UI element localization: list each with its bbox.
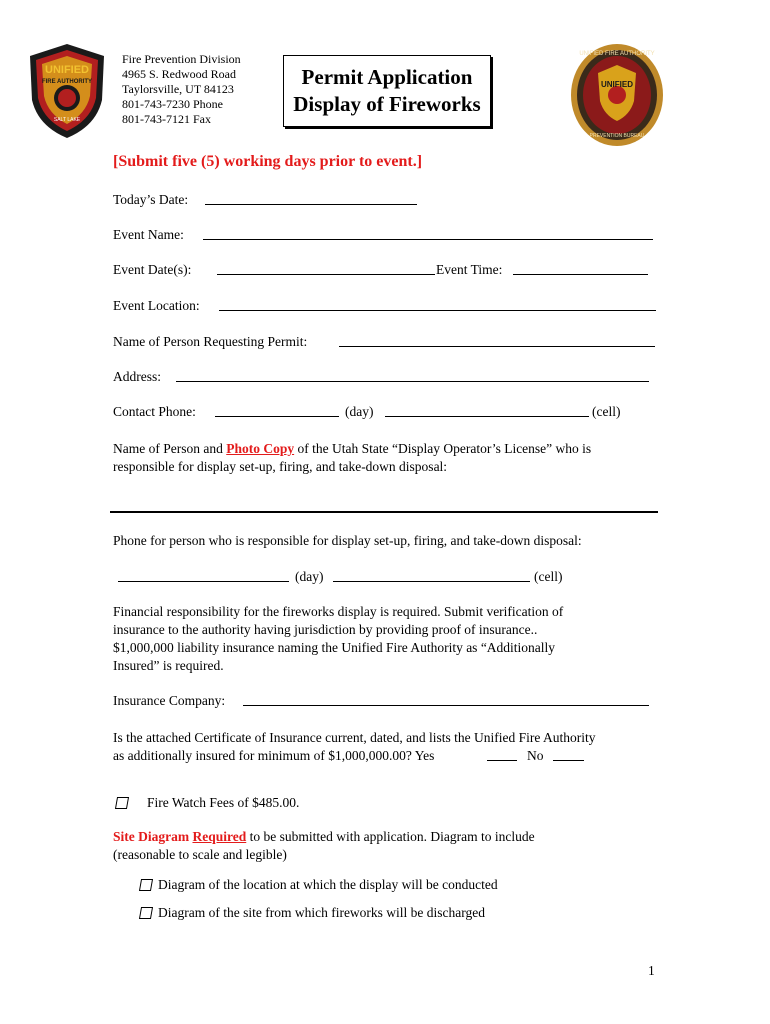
responsible-phone-day-label: (day) bbox=[295, 569, 324, 584]
event-dates-label: Event Date(s): bbox=[113, 262, 192, 277]
operator-license-line-1 bbox=[113, 440, 591, 458]
address-field[interactable] bbox=[176, 381, 649, 382]
site-diagram-suffix: to be submitted with application. Diagram to include bbox=[246, 829, 535, 844]
address-block bbox=[122, 52, 241, 127]
event-dates-field[interactable] bbox=[217, 274, 435, 275]
svg-text:UNIFIED: UNIFIED bbox=[45, 64, 89, 76]
unified-fire-authority-logo-left bbox=[26, 42, 108, 140]
responsible-phone-day-field[interactable] bbox=[118, 581, 289, 582]
fax-number: 801-743-7121 Fax bbox=[122, 112, 211, 126]
todays-date-label: Today’s Date: bbox=[113, 192, 189, 207]
operator-prefix: Name of Person and bbox=[113, 441, 227, 456]
svg-text:UNIFIED FIRE AUTHORITY: UNIFIED FIRE AUTHORITY bbox=[579, 51, 655, 57]
street-address: 4965 S. Redwood Road bbox=[122, 67, 236, 81]
insurance-company-label: Insurance Company: bbox=[113, 693, 226, 708]
address-label: Address: bbox=[113, 369, 161, 384]
site-diagram-label: Site Diagram bbox=[113, 829, 190, 844]
title-line-1: Permit Application bbox=[301, 65, 473, 89]
diagram-discharge-item: Diagram of the site from which fireworks will be discharged bbox=[158, 905, 486, 920]
financial-line-2: insurance to the authority having jurisdiction by providing proof of insurance.. bbox=[113, 622, 538, 637]
event-location-field[interactable] bbox=[219, 310, 656, 311]
financial-line-1: Financial responsibility for the fireworks display is required. Submit verification of bbox=[113, 604, 564, 619]
event-name-field[interactable] bbox=[203, 239, 653, 240]
fire-watch-checkbox[interactable] bbox=[115, 797, 129, 809]
operator-suffix: of the Utah State “Display Operator’s License” who is bbox=[294, 441, 592, 456]
requester-name-label: Name of Person Requesting Permit: bbox=[113, 334, 308, 349]
diagram-location-checkbox[interactable] bbox=[139, 879, 153, 891]
diagram-location-item: Diagram of the location at which the display will be conducted bbox=[158, 877, 498, 892]
certificate-line-2: as additionally insured for minimum of $1,000,000.00? Yes bbox=[113, 748, 435, 763]
event-name-label: Event Name: bbox=[113, 227, 184, 242]
financial-line-4: Insured” is required. bbox=[113, 658, 224, 673]
event-location-label: Event Location: bbox=[113, 298, 200, 313]
city-state-zip: Taylorsville, UT 84123 bbox=[122, 82, 234, 96]
diagram-discharge-checkbox[interactable] bbox=[139, 907, 153, 919]
contact-phone-day-label: (day) bbox=[345, 404, 374, 419]
svg-text:SALT LAKE: SALT LAKE bbox=[53, 117, 81, 123]
site-diagram-line-2: (reasonable to scale and legible) bbox=[113, 847, 287, 862]
contact-phone-cell-label: (cell) bbox=[592, 404, 621, 419]
requester-name-field[interactable] bbox=[339, 346, 655, 347]
operator-name-field[interactable] bbox=[110, 511, 658, 513]
photo-copy-emphasis: Photo Copy bbox=[226, 441, 295, 456]
fire-watch-fees: Fire Watch Fees of $485.00. bbox=[147, 795, 300, 810]
required-emphasis: Required bbox=[192, 829, 247, 844]
svg-text:UNIFIED: UNIFIED bbox=[601, 80, 633, 89]
prevention-bureau-logo-right bbox=[570, 43, 664, 147]
contact-phone-day-field[interactable] bbox=[215, 416, 339, 417]
certificate-yes-field[interactable] bbox=[487, 760, 517, 761]
todays-date-field[interactable] bbox=[205, 204, 417, 205]
svg-text:PREVENTION BUREAU: PREVENTION BUREAU bbox=[589, 133, 645, 139]
insurance-company-field[interactable] bbox=[243, 705, 649, 706]
event-time-label: Event Time: bbox=[436, 262, 503, 277]
operator-license-line-2: responsible for display set-up, firing, and take-down disposal: bbox=[113, 459, 448, 474]
phone-responsible-label: Phone for person who is responsible for display set-up, firing, and take-down disposal: bbox=[113, 533, 582, 548]
certificate-no-field[interactable] bbox=[553, 760, 584, 761]
certificate-no-label: No bbox=[527, 748, 544, 763]
contact-phone-cell-field[interactable] bbox=[385, 416, 589, 417]
submission-notice: [Submit five (5) working days prior to event.] bbox=[113, 153, 423, 170]
financial-line-3: $1,000,000 liability insurance naming the Unified Fire Authority as “Additionally bbox=[113, 640, 556, 655]
division-name: Fire Prevention Division bbox=[122, 52, 241, 66]
responsible-phone-cell-field[interactable] bbox=[333, 581, 530, 582]
site-diagram-line-1 bbox=[113, 828, 535, 846]
contact-phone-label: Contact Phone: bbox=[113, 404, 196, 419]
title-line-2: Display of Fireworks bbox=[293, 92, 481, 116]
title-box bbox=[283, 55, 491, 127]
responsible-phone-cell-label: (cell) bbox=[534, 569, 563, 584]
phone-number: 801-743-7230 Phone bbox=[122, 97, 223, 111]
certificate-line-1: Is the attached Certificate of Insurance current, dated, and lists the Unified Fire Authority bbox=[113, 730, 596, 745]
svg-text:FIRE AUTHORITY: FIRE AUTHORITY bbox=[41, 79, 93, 85]
page-number: 1 bbox=[648, 963, 655, 978]
event-time-field[interactable] bbox=[513, 274, 648, 275]
